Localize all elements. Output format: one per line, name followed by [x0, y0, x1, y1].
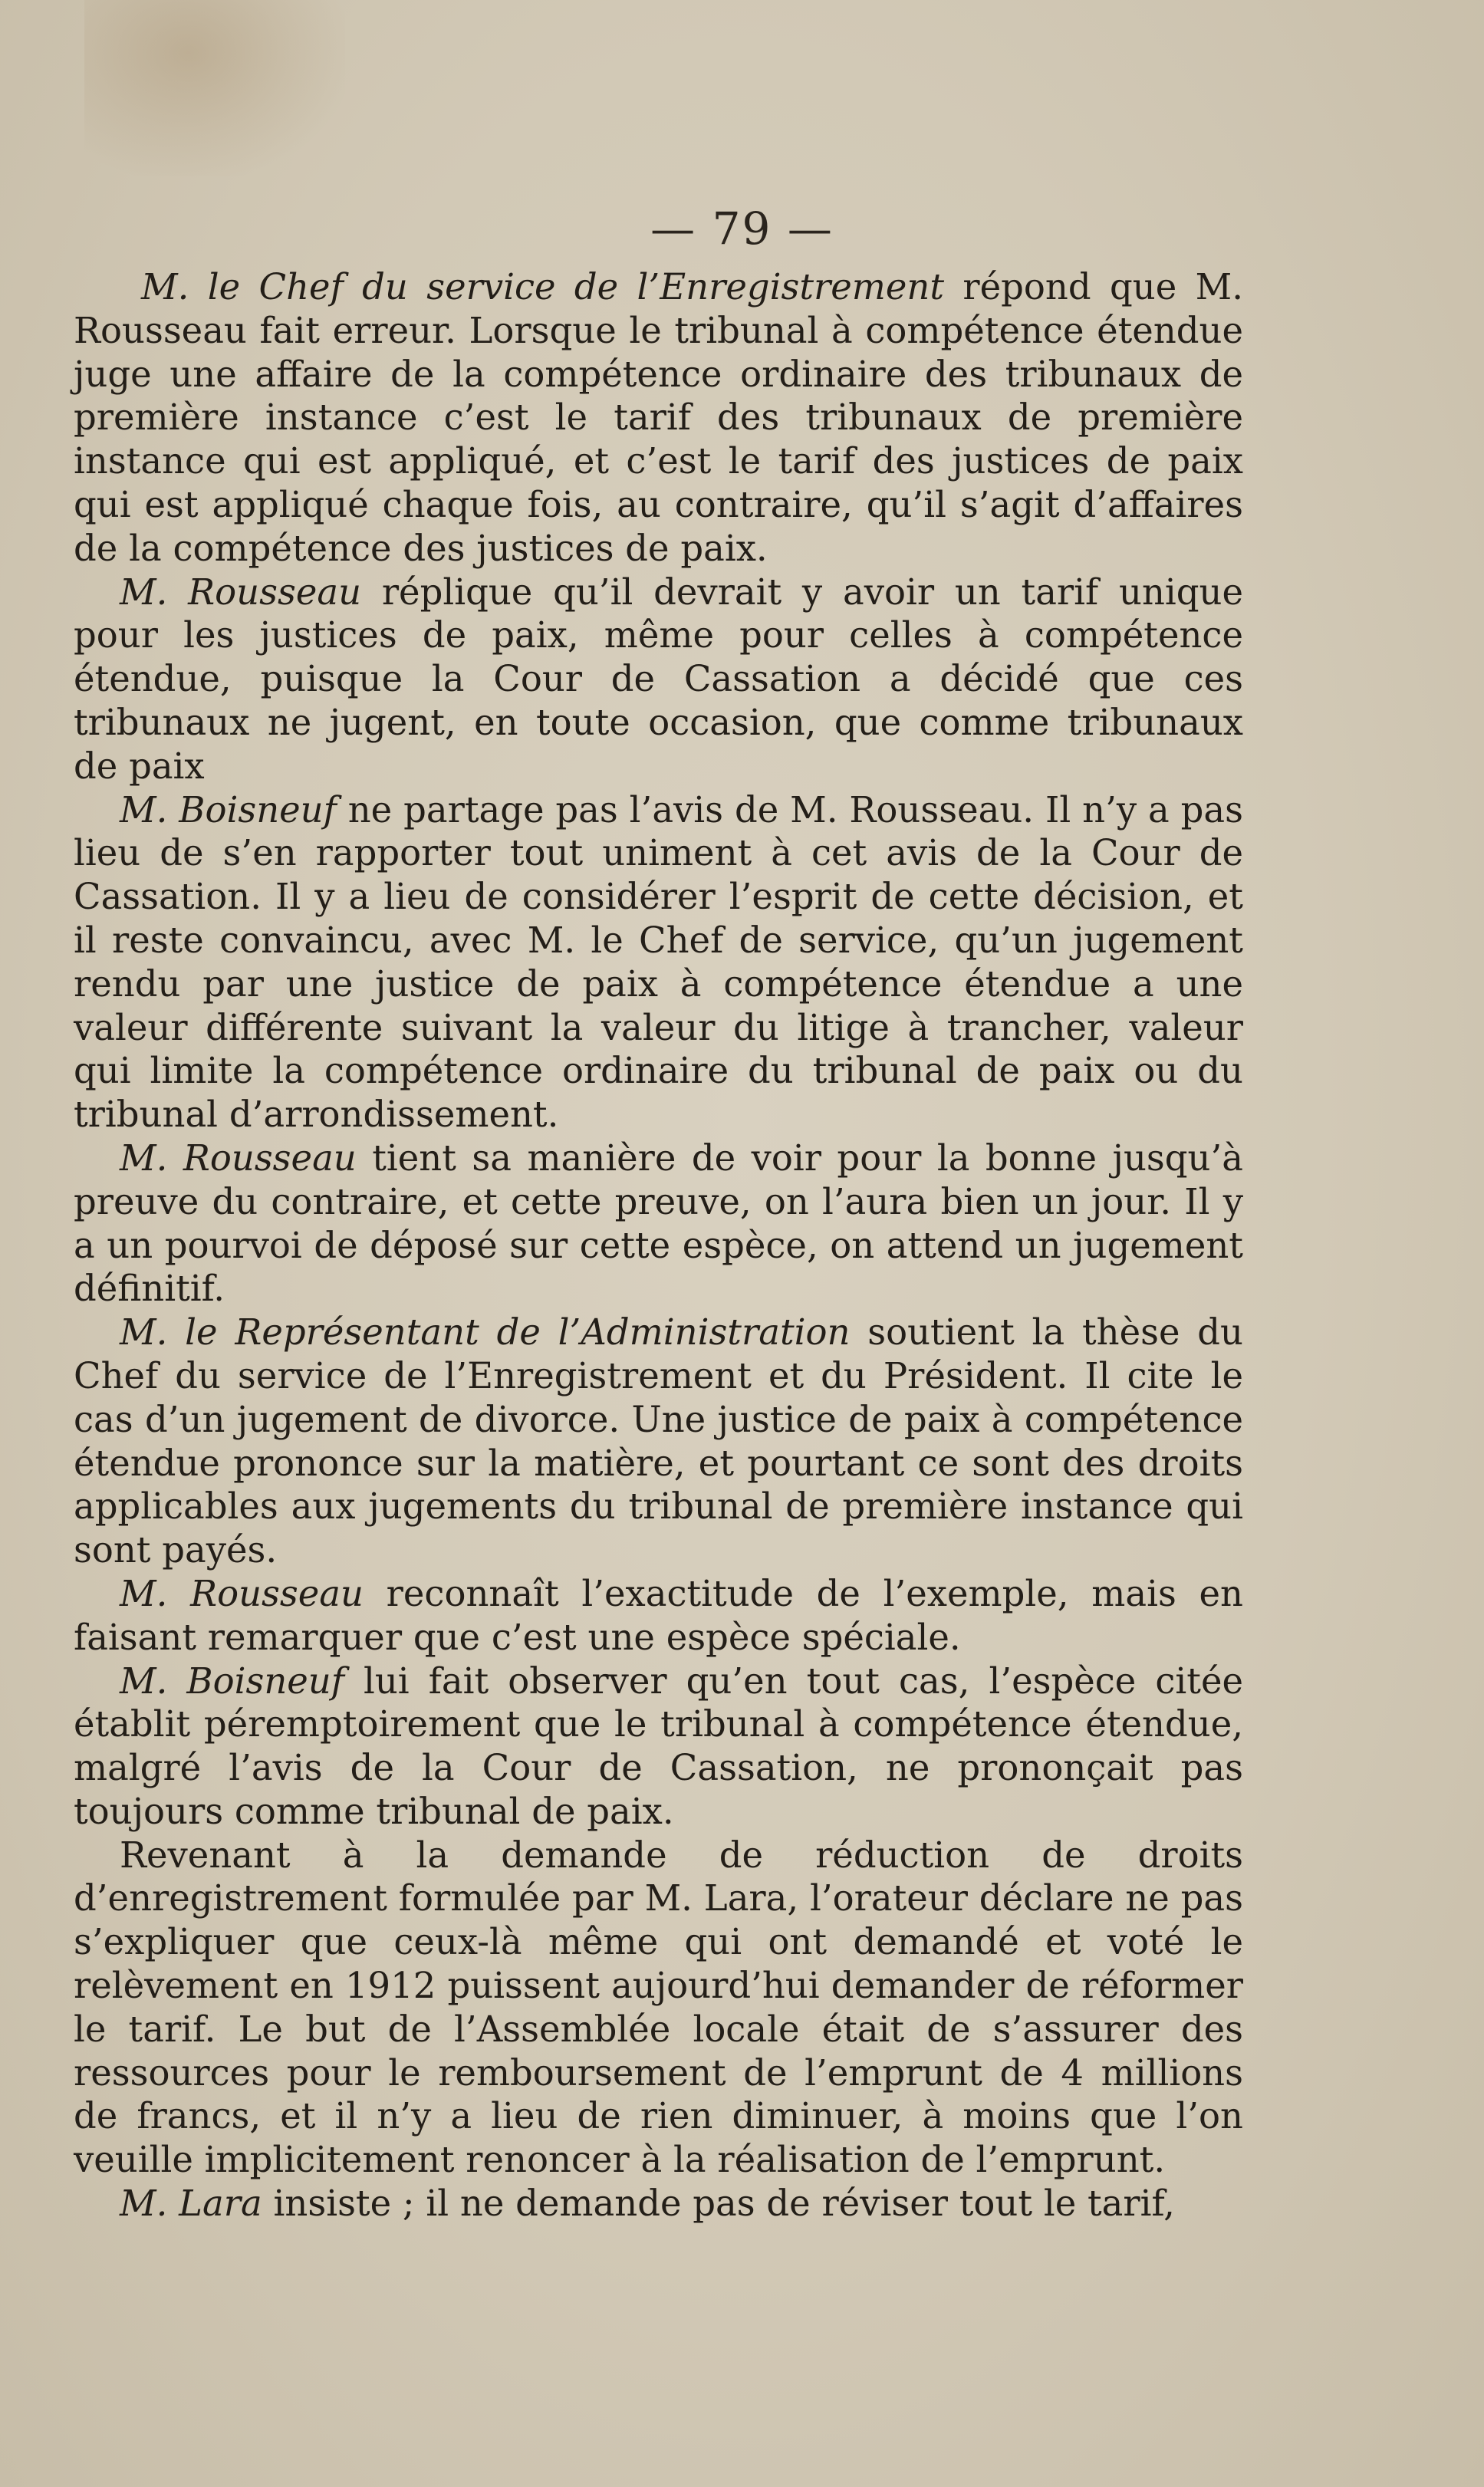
- page-number: — 79 —: [650, 202, 834, 255]
- paper-stain: [84, 0, 345, 176]
- paragraph-text: lui fait observer qu’en tout cas, l’espèce citée établit péremptoirement que le tribunal à compétence étendue, malgré l’avis de la Cour de Cassation, ne prononçait pas toujours comme tribunal de paix.: [74, 1660, 1243, 1832]
- speaker-name: M. le Chef du service de l’Enregistrement: [141, 266, 945, 308]
- paragraph-text: tient sa manière de voir pour la bonne jusqu’à preuve du contraire, et cette preuve, on l’aura bien un jour. Il y a un pourvoi de déposé sur cette espèce, on attend un jugement définitif.: [74, 1137, 1243, 1310]
- paragraph-text: Revenant à la demande de réduction de droits d’enregistrement formulée par M. Lara, l’orateur déclare ne pas s’expliquer que ceux-là même qui ont demandé et voté le relèvement en 1912 puissent aujourd’hui demander de réformer le tarif. Le but de l’Assemblée locale était de s’assurer des ressources pour le remboursement de l’emprunt de 4 millions de francs, et il n’y a lieu de rien diminuer, à moins que l’on veuille implicitement renoncer à la réalisation de l’emprunt.: [74, 1834, 1243, 2181]
- paragraph-text: insiste ; il ne demande pas de réviser tout le tarif,: [262, 2183, 1175, 2225]
- paragraph-text: soutient la thèse du Chef du service de l’Enregistrement et du Président. Il cite le cas d’un jugement de divorce. Une justice de paix à compétence étendue prononce sur la matière, et pourtant ce sont des droits applicables aux jugements du tribunal de première instance qui sont payés.: [74, 1311, 1243, 1571]
- paragraph-1: [74, 265, 1243, 571]
- paragraph-text: ne partage pas l’avis de M. Rousseau. Il n’y a pas lieu de s’en rapporter tout uniment à cet avis de la Cour de Cassation. Il y a lieu de considérer l’esprit de cette décision, et il reste convaincu, avec M. le Chef de service, qu’un jugement rendu par une justice de paix à compétence étendue a une valeur différente suivant la valeur du litige à trancher, valeur qui limite la compétence ordinaire du tribunal de paix ou du tribunal d’arrondissement.: [74, 788, 1243, 1136]
- speaker-name: M. Rousseau: [120, 1572, 364, 1614]
- speaker-name: M. Rousseau: [120, 571, 362, 613]
- paragraph-text: répond que M. Rousseau fait erreur. Lorsque le tribunal à compétence étendue juge une affaire de la compétence ordinaire des tribunaux de première instance c’est le tarif des tribunaux de première instance qui est appliqué, et c’est le tarif des justices de paix qui est appliqué chaque fois, au contraire, qu’il s’agit d’affaires de la compétence des justices de paix.: [74, 266, 1243, 569]
- paragraph-4: [74, 1137, 1243, 1311]
- body-text: [74, 265, 1243, 2225]
- paragraph-3: [74, 788, 1243, 1137]
- speaker-name: M. Lara: [120, 2183, 262, 2225]
- paragraph-text: réplique qu’il devrait y avoir un tarif unique pour les justices de paix, même pour celles à compétence étendue, puisque la Cour de Cassation a décidé que ces tribunaux ne jugent, en toute occasion, que comme tribunaux de paix: [74, 571, 1244, 787]
- paragraph-2: [74, 571, 1243, 788]
- paragraph-text: reconnaît l’exactitude de l’exemple, mais en faisant remarquer que c’est une espèce spéciale.: [74, 1572, 1243, 1658]
- speaker-name: M. Boisneuf: [120, 1660, 344, 1702]
- paragraph-9: [74, 2182, 1243, 2225]
- speaker-name: M. le Représentant de l’Administration: [120, 1311, 851, 1354]
- paragraph-5: [74, 1311, 1243, 1572]
- paragraph-8: [74, 1834, 1243, 2182]
- speaker-name: M. Rousseau: [120, 1137, 357, 1179]
- speaker-name: M. Boisneuf: [120, 788, 337, 831]
- paragraph-7: [74, 1660, 1243, 1834]
- paragraph-6: [74, 1572, 1243, 1660]
